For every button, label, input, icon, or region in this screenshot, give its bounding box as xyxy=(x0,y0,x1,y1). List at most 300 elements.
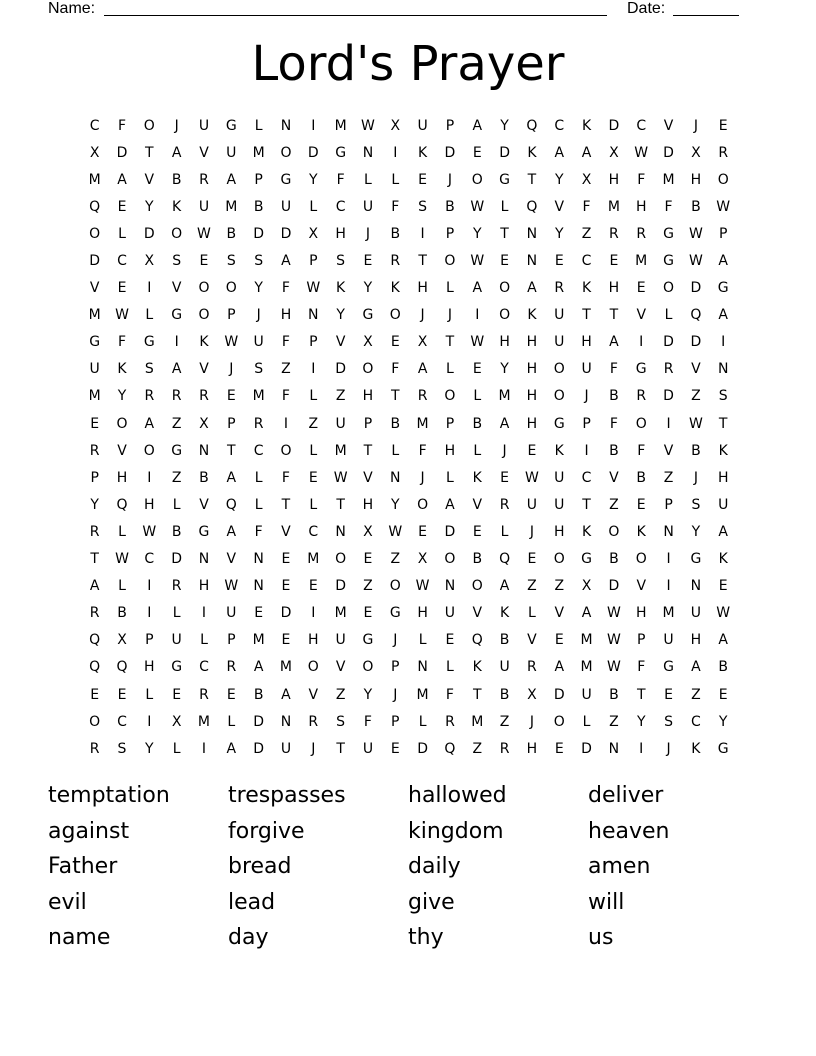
grid-letter[interactable]: P xyxy=(309,334,318,351)
grid-letter[interactable]: W xyxy=(716,605,731,622)
grid-letter[interactable]: A xyxy=(691,659,701,676)
grid-letter[interactable]: W xyxy=(470,253,485,270)
grid-letter[interactable]: M xyxy=(662,605,675,622)
grid-letter[interactable]: U xyxy=(499,659,510,676)
grid-letter[interactable]: I xyxy=(475,307,480,324)
grid-letter[interactable]: D xyxy=(171,551,183,568)
grid-letter[interactable]: U xyxy=(444,605,456,622)
grid-letter[interactable]: D xyxy=(335,361,346,378)
grid-letter[interactable]: D xyxy=(417,740,428,757)
grid-letter[interactable]: A xyxy=(554,144,565,161)
grid-letter[interactable]: W xyxy=(688,415,703,432)
grid-letter[interactable]: B xyxy=(609,442,619,459)
grid-letter[interactable]: G xyxy=(663,225,674,242)
grid-letter[interactable]: S xyxy=(691,496,701,513)
grid-letter[interactable]: W xyxy=(606,632,621,649)
grid-letter[interactable]: L xyxy=(254,469,263,486)
grid-letter[interactable]: R xyxy=(499,496,510,513)
grid-letter[interactable]: A xyxy=(499,578,510,595)
grid-letter[interactable]: K xyxy=(581,117,592,134)
grid-letter[interactable]: U xyxy=(554,469,565,486)
grid-letter[interactable]: O xyxy=(499,280,511,297)
grid-letter[interactable]: R xyxy=(144,388,155,405)
grid-letter[interactable]: U xyxy=(554,334,565,351)
grid-letter[interactable]: A xyxy=(581,605,592,622)
grid-letter[interactable]: T xyxy=(527,171,537,188)
grid-letter[interactable]: L xyxy=(254,496,263,513)
grid-letter[interactable]: J xyxy=(420,307,425,324)
grid-letter[interactable]: P xyxy=(445,415,455,432)
grid-letter[interactable]: O xyxy=(471,578,483,595)
grid-letter[interactable]: J xyxy=(693,469,698,486)
grid-letter[interactable]: O xyxy=(280,144,292,161)
grid-letter[interactable]: N xyxy=(663,523,674,540)
grid-letter[interactable]: Y xyxy=(145,740,154,757)
grid-letter[interactable]: L xyxy=(309,496,318,513)
grid-letter[interactable]: F xyxy=(391,198,400,215)
grid-letter[interactable]: E xyxy=(390,740,400,757)
grid-letter[interactable]: N xyxy=(608,740,620,757)
grid-letter[interactable]: U xyxy=(690,605,701,622)
grid-letter[interactable]: R xyxy=(718,144,729,161)
grid-letter[interactable]: J xyxy=(174,117,179,134)
grid-letter[interactable]: O xyxy=(389,307,401,324)
grid-letter[interactable]: T xyxy=(636,686,646,703)
grid-letter[interactable]: X xyxy=(199,415,209,432)
grid-letter[interactable]: X xyxy=(527,686,537,703)
grid-letter[interactable]: U xyxy=(89,361,100,378)
grid-letter[interactable]: E xyxy=(445,632,455,649)
grid-letter[interactable]: M xyxy=(307,551,320,568)
grid-letter[interactable]: K xyxy=(527,144,537,161)
grid-letter[interactable]: Q xyxy=(116,659,128,676)
grid-letter[interactable]: F xyxy=(637,171,646,188)
grid-letter[interactable]: T xyxy=(281,496,291,513)
grid-letter[interactable]: W xyxy=(115,307,129,324)
grid-letter[interactable]: L xyxy=(473,388,482,405)
grid-letter[interactable]: E xyxy=(472,361,482,378)
grid-letter[interactable]: L xyxy=(446,361,454,378)
grid-letter[interactable]: W xyxy=(470,334,485,351)
grid-letter[interactable]: Y xyxy=(500,117,509,134)
grid-letter[interactable]: C xyxy=(690,713,701,730)
grid-letter[interactable]: E xyxy=(226,388,236,405)
grid-letter[interactable]: O xyxy=(635,415,647,432)
grid-letter[interactable]: C xyxy=(253,442,264,459)
date-field-line[interactable] xyxy=(673,15,739,16)
grid-letter[interactable]: D xyxy=(690,334,702,351)
grid-letter[interactable]: S xyxy=(226,253,236,270)
grid-letter[interactable]: R xyxy=(199,171,209,188)
grid-letter[interactable]: G xyxy=(143,334,155,351)
grid-letter[interactable]: U xyxy=(280,740,292,757)
grid-letter[interactable]: Y xyxy=(336,307,345,324)
grid-letter[interactable]: A xyxy=(417,361,428,378)
grid-letter[interactable]: A xyxy=(581,144,592,161)
grid-letter[interactable]: E xyxy=(664,686,673,703)
grid-letter[interactable]: M xyxy=(635,253,648,270)
grid-letter[interactable]: U xyxy=(554,496,565,513)
grid-letter[interactable]: G xyxy=(663,253,674,270)
grid-letter[interactable]: R xyxy=(663,361,674,378)
grid-letter[interactable]: L xyxy=(118,523,126,540)
grid-letter[interactable]: U xyxy=(663,632,674,649)
grid-letter[interactable]: O xyxy=(307,659,319,676)
grid-letter[interactable]: T xyxy=(445,334,455,351)
grid-letter[interactable]: D xyxy=(553,686,565,703)
grid-letter[interactable]: L xyxy=(500,523,509,540)
grid-letter[interactable]: W xyxy=(115,551,129,568)
grid-letter[interactable]: E xyxy=(90,686,100,703)
grid-letter[interactable]: R xyxy=(89,523,100,540)
grid-letter[interactable]: J xyxy=(256,307,261,324)
grid-letter[interactable]: F xyxy=(117,117,127,134)
grid-letter[interactable]: E xyxy=(172,686,182,703)
grid-letter[interactable]: E xyxy=(472,144,482,161)
grid-letter[interactable]: W xyxy=(606,659,621,676)
grid-letter[interactable]: F xyxy=(609,361,618,378)
grid-letter[interactable]: N xyxy=(444,578,456,595)
grid-letter[interactable]: T xyxy=(227,442,236,459)
grid-letter[interactable]: B xyxy=(499,686,510,703)
grid-letter[interactable]: L xyxy=(309,388,318,405)
grid-letter[interactable]: I xyxy=(584,442,589,459)
grid-letter[interactable]: T xyxy=(336,496,345,513)
grid-letter[interactable]: M xyxy=(88,388,101,405)
grid-letter[interactable]: V xyxy=(308,686,319,703)
grid-letter[interactable]: G xyxy=(171,442,183,459)
grid-letter[interactable]: I xyxy=(147,713,152,730)
grid-letter[interactable]: Y xyxy=(254,280,263,297)
grid-letter[interactable]: M xyxy=(580,632,593,649)
grid-letter[interactable]: B xyxy=(253,686,264,703)
grid-letter[interactable]: A xyxy=(554,659,565,676)
grid-letter[interactable]: E xyxy=(718,117,728,134)
grid-letter[interactable]: L xyxy=(391,442,400,459)
grid-letter[interactable]: H xyxy=(280,307,292,324)
grid-letter[interactable]: P xyxy=(227,632,236,649)
grid-letter[interactable]: J xyxy=(447,171,452,188)
grid-letter[interactable]: N xyxy=(526,225,538,242)
grid-letter[interactable]: D xyxy=(116,144,128,161)
grid-letter[interactable]: V xyxy=(199,496,209,513)
grid-letter[interactable]: L xyxy=(364,171,372,188)
grid-letter[interactable]: H xyxy=(581,334,592,351)
grid-letter[interactable]: G xyxy=(362,307,374,324)
grid-letter[interactable]: Y xyxy=(90,496,99,513)
grid-letter[interactable]: X xyxy=(171,713,182,730)
grid-letter[interactable]: K xyxy=(554,442,564,459)
grid-letter[interactable]: C xyxy=(117,253,127,270)
grid-letter[interactable]: U xyxy=(362,198,374,215)
grid-letter[interactable]: E xyxy=(363,551,373,568)
grid-letter[interactable]: V xyxy=(335,659,346,676)
grid-letter[interactable]: F xyxy=(363,713,372,730)
grid-letter[interactable]: R xyxy=(527,659,537,676)
grid-letter[interactable]: M xyxy=(279,659,292,676)
grid-letter[interactable]: E xyxy=(554,253,564,270)
grid-letter[interactable]: Z xyxy=(663,469,674,486)
grid-letter[interactable]: K xyxy=(499,605,510,622)
grid-letter[interactable]: H xyxy=(553,523,565,540)
grid-letter[interactable]: O xyxy=(335,551,347,568)
grid-letter[interactable]: Y xyxy=(636,713,646,730)
grid-letter[interactable]: O xyxy=(143,442,155,459)
grid-letter[interactable]: A xyxy=(281,686,291,703)
grid-letter[interactable]: T xyxy=(336,740,345,757)
grid-letter[interactable]: A xyxy=(527,280,537,297)
grid-letter[interactable]: N xyxy=(690,578,702,595)
grid-letter[interactable]: Q xyxy=(471,632,483,649)
grid-letter[interactable]: V xyxy=(144,171,155,188)
grid-letter[interactable]: J xyxy=(447,307,452,324)
grid-letter[interactable]: A xyxy=(144,415,155,432)
grid-letter[interactable]: B xyxy=(691,198,701,215)
grid-letter[interactable]: I xyxy=(311,605,316,622)
grid-letter[interactable]: A xyxy=(718,523,728,540)
grid-letter[interactable]: A xyxy=(226,171,237,188)
grid-letter[interactable]: K xyxy=(172,198,182,215)
grid-letter[interactable]: H xyxy=(308,632,319,649)
grid-letter[interactable]: L xyxy=(172,740,181,757)
grid-letter[interactable]: K xyxy=(636,523,646,540)
grid-letter[interactable]: R xyxy=(226,659,237,676)
grid-letter[interactable]: I xyxy=(311,361,316,378)
grid-letter[interactable]: U xyxy=(280,198,292,215)
grid-letter[interactable]: M xyxy=(252,388,265,405)
grid-letter[interactable]: H xyxy=(499,334,510,351)
grid-letter[interactable]: R xyxy=(609,225,619,242)
grid-letter[interactable]: X xyxy=(117,632,127,649)
grid-letter[interactable]: F xyxy=(336,171,345,188)
grid-letter[interactable]: J xyxy=(420,469,425,486)
grid-letter[interactable]: R xyxy=(253,415,264,432)
grid-letter[interactable]: Z xyxy=(527,578,537,595)
grid-letter[interactable]: Z xyxy=(691,388,701,405)
grid-letter[interactable]: E xyxy=(527,442,537,459)
grid-letter[interactable]: R xyxy=(417,388,428,405)
grid-letter[interactable]: P xyxy=(391,713,400,730)
grid-letter[interactable]: T xyxy=(582,496,591,513)
grid-letter[interactable]: R xyxy=(308,713,319,730)
grid-letter[interactable]: T xyxy=(363,442,373,459)
grid-letter[interactable]: F xyxy=(281,280,290,297)
grid-letter[interactable]: P xyxy=(145,632,154,649)
grid-letter[interactable]: E xyxy=(636,280,646,297)
grid-letter[interactable]: S xyxy=(172,253,182,270)
grid-letter[interactable]: X xyxy=(390,117,401,134)
grid-letter[interactable]: C xyxy=(308,523,319,540)
grid-letter[interactable]: Y xyxy=(363,280,373,297)
grid-letter[interactable]: D xyxy=(253,225,265,242)
grid-letter[interactable]: H xyxy=(444,442,456,459)
grid-letter[interactable]: D xyxy=(280,225,292,242)
grid-letter[interactable]: N xyxy=(198,551,210,568)
grid-letter[interactable]: U xyxy=(581,361,592,378)
grid-letter[interactable]: S xyxy=(254,253,264,270)
grid-letter[interactable]: P xyxy=(637,632,646,649)
grid-letter[interactable]: P xyxy=(718,225,728,242)
grid-letter[interactable]: W xyxy=(716,198,731,215)
grid-letter[interactable]: F xyxy=(281,469,290,486)
grid-letter[interactable]: W xyxy=(197,225,211,242)
grid-letter[interactable]: E xyxy=(363,605,373,622)
grid-letter[interactable]: U xyxy=(362,740,374,757)
grid-letter[interactable]: R xyxy=(89,442,100,459)
grid-letter[interactable]: U xyxy=(581,686,592,703)
grid-letter[interactable]: I xyxy=(666,415,671,432)
grid-letter[interactable]: U xyxy=(198,198,210,215)
grid-letter[interactable]: X xyxy=(691,144,701,161)
grid-letter[interactable]: V xyxy=(117,442,127,459)
grid-letter[interactable]: B xyxy=(171,523,182,540)
grid-letter[interactable]: Q xyxy=(225,496,237,513)
grid-letter[interactable]: K xyxy=(472,469,482,486)
grid-letter[interactable]: L xyxy=(172,605,181,622)
grid-letter[interactable]: Z xyxy=(609,713,619,730)
grid-letter[interactable]: E xyxy=(500,469,510,486)
grid-letter[interactable]: A xyxy=(89,578,100,595)
grid-letter[interactable]: W xyxy=(224,578,239,595)
grid-letter[interactable]: E xyxy=(281,551,291,568)
grid-letter[interactable]: H xyxy=(362,496,374,513)
grid-letter[interactable]: T xyxy=(390,388,400,405)
grid-letter[interactable]: V xyxy=(527,632,537,649)
grid-letter[interactable]: J xyxy=(365,225,371,242)
grid-letter[interactable]: S xyxy=(336,713,346,730)
grid-letter[interactable]: C xyxy=(144,551,155,568)
grid-letter[interactable]: F xyxy=(637,442,646,459)
grid-letter[interactable]: I xyxy=(666,551,671,568)
grid-letter[interactable]: W xyxy=(415,578,430,595)
grid-letter[interactable]: B xyxy=(390,225,401,242)
grid-letter[interactable]: J xyxy=(229,361,234,378)
grid-letter[interactable]: O xyxy=(553,551,565,568)
grid-letter[interactable]: B xyxy=(117,605,127,622)
grid-letter[interactable]: A xyxy=(226,740,237,757)
grid-letter[interactable]: E xyxy=(254,605,264,622)
grid-letter[interactable]: Z xyxy=(554,578,565,595)
grid-letter[interactable]: V xyxy=(609,469,619,486)
grid-letter[interactable]: A xyxy=(472,117,483,134)
grid-letter[interactable]: L xyxy=(145,686,154,703)
grid-letter[interactable]: E xyxy=(281,632,291,649)
grid-letter[interactable]: U xyxy=(171,632,182,649)
grid-letter[interactable]: L xyxy=(473,442,482,459)
grid-letter[interactable]: W xyxy=(524,469,539,486)
grid-letter[interactable]: V xyxy=(281,523,291,540)
grid-letter[interactable]: E xyxy=(718,578,728,595)
grid-letter[interactable]: N xyxy=(526,253,538,270)
grid-letter[interactable]: K xyxy=(390,280,400,297)
grid-letter[interactable]: U xyxy=(554,307,565,324)
grid-letter[interactable]: O xyxy=(171,225,183,242)
grid-letter[interactable]: R xyxy=(171,578,182,595)
grid-letter[interactable]: L xyxy=(446,469,454,486)
grid-letter[interactable]: W xyxy=(361,117,375,134)
grid-letter[interactable]: O xyxy=(417,496,429,513)
grid-letter[interactable]: A xyxy=(718,632,728,649)
grid-letter[interactable]: N xyxy=(417,659,428,676)
grid-letter[interactable]: I xyxy=(666,578,671,595)
grid-letter[interactable]: D xyxy=(143,225,155,242)
grid-letter[interactable]: B xyxy=(472,415,483,432)
grid-letter[interactable]: R xyxy=(636,388,647,405)
grid-letter[interactable]: D xyxy=(663,144,674,161)
grid-letter[interactable]: T xyxy=(90,551,99,568)
grid-letter[interactable]: H xyxy=(526,361,538,378)
grid-letter[interactable]: Z xyxy=(281,361,291,378)
grid-letter[interactable]: L xyxy=(309,198,318,215)
grid-letter[interactable]: R xyxy=(199,686,209,703)
grid-letter[interactable]: M xyxy=(334,442,347,459)
grid-letter[interactable]: G xyxy=(690,551,702,568)
grid-letter[interactable]: Z xyxy=(335,388,346,405)
grid-letter[interactable]: F xyxy=(609,415,618,432)
grid-letter[interactable]: C xyxy=(335,198,346,215)
grid-letter[interactable]: S xyxy=(664,713,673,730)
grid-letter[interactable]: M xyxy=(416,415,429,432)
grid-letter[interactable]: D xyxy=(608,578,620,595)
grid-letter[interactable]: A xyxy=(171,361,182,378)
grid-letter[interactable]: R xyxy=(390,253,401,270)
grid-letter[interactable]: H xyxy=(635,605,647,622)
grid-letter[interactable]: Z xyxy=(581,225,592,242)
grid-letter[interactable]: L xyxy=(227,713,236,730)
grid-letter[interactable]: V xyxy=(89,280,100,297)
grid-letter[interactable]: Y xyxy=(309,171,318,188)
grid-letter[interactable]: V xyxy=(199,361,209,378)
grid-letter[interactable]: T xyxy=(582,307,591,324)
grid-letter[interactable]: T xyxy=(500,225,509,242)
grid-letter[interactable]: T xyxy=(418,253,427,270)
grid-letter[interactable]: N xyxy=(717,361,729,378)
grid-letter[interactable]: M xyxy=(334,605,347,622)
grid-letter[interactable]: N xyxy=(253,551,264,568)
grid-letter[interactable]: J xyxy=(529,713,534,730)
grid-letter[interactable]: B xyxy=(609,388,619,405)
grid-letter[interactable]: T xyxy=(609,307,619,324)
grid-letter[interactable]: E xyxy=(472,523,482,540)
grid-letter[interactable]: O xyxy=(717,171,729,188)
grid-letter[interactable]: U xyxy=(198,117,210,134)
grid-letter[interactable]: H xyxy=(635,198,647,215)
grid-letter[interactable]: J xyxy=(311,740,316,757)
grid-letter[interactable]: B xyxy=(253,198,264,215)
grid-letter[interactable]: G xyxy=(171,659,183,676)
grid-letter[interactable]: Y xyxy=(554,225,564,242)
grid-letter[interactable]: G xyxy=(198,523,210,540)
grid-letter[interactable]: D xyxy=(663,388,674,405)
grid-letter[interactable]: O xyxy=(444,551,456,568)
grid-letter[interactable]: M xyxy=(252,144,265,161)
grid-letter[interactable]: P xyxy=(90,469,99,486)
grid-letter[interactable]: G xyxy=(717,280,729,297)
grid-letter[interactable]: G xyxy=(663,659,674,676)
grid-letter[interactable]: H xyxy=(417,280,428,297)
grid-letter[interactable]: O xyxy=(499,307,511,324)
grid-letter[interactable]: S xyxy=(254,361,264,378)
grid-letter[interactable]: O xyxy=(143,117,155,134)
grid-letter[interactable]: X xyxy=(417,334,428,351)
grid-letter[interactable]: E xyxy=(527,551,537,568)
grid-letter[interactable]: V xyxy=(663,442,674,459)
grid-letter[interactable]: O xyxy=(116,415,128,432)
grid-letter[interactable]: X xyxy=(308,225,319,242)
grid-letter[interactable]: I xyxy=(174,334,179,351)
grid-letter[interactable]: G xyxy=(362,632,374,649)
grid-letter[interactable]: B xyxy=(691,442,701,459)
